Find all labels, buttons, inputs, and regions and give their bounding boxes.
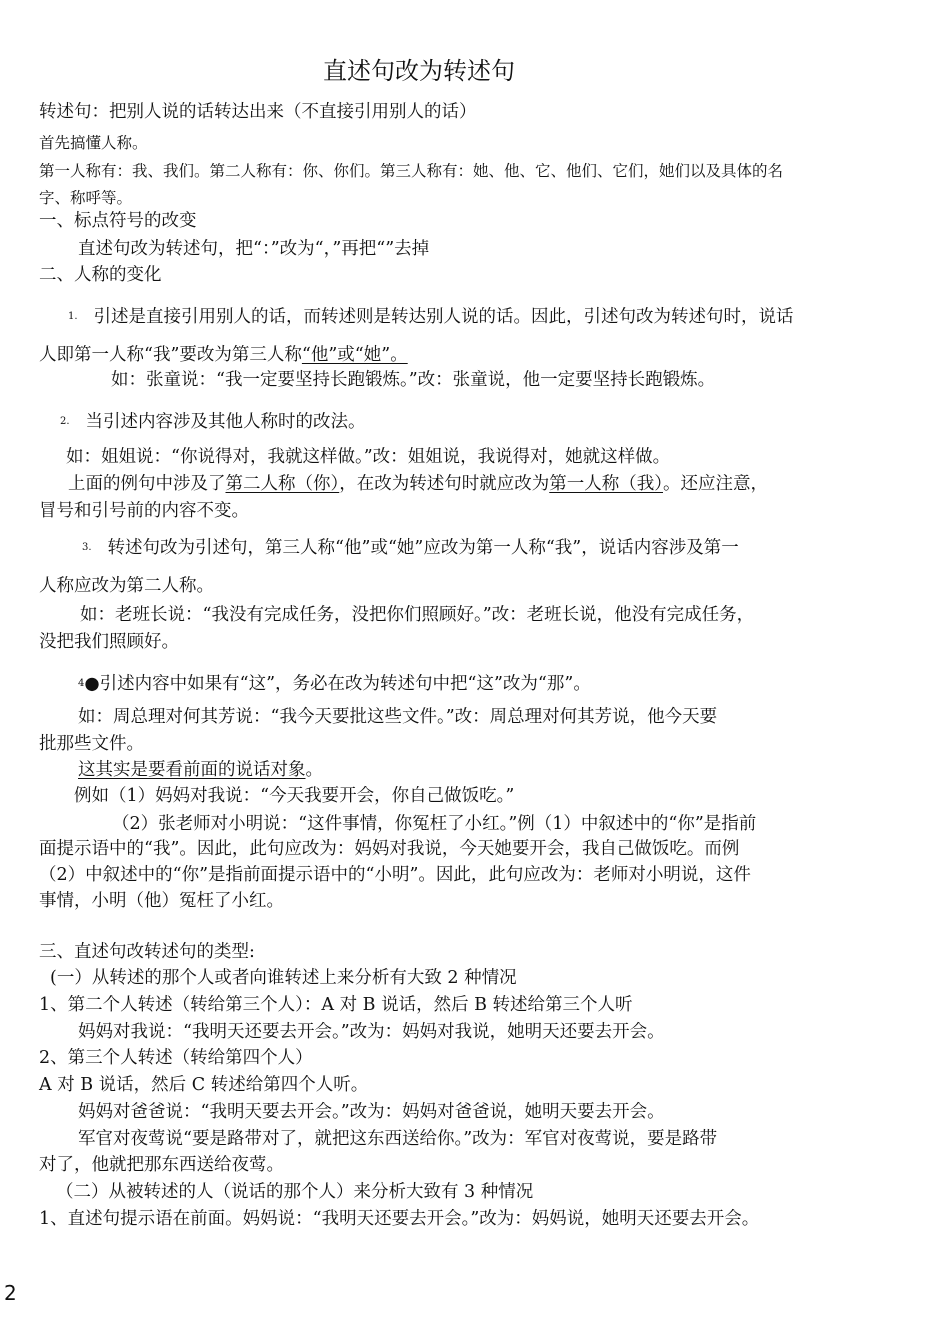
p4-tip-underlined: 这其实是要看前面的说话对象 [78, 760, 306, 780]
p4-tip-end: 。 [305, 760, 323, 780]
p4-line-1 [78, 673, 591, 695]
p2-note-underline-2: 第一人称（我） [549, 474, 663, 494]
p2-note-line-2: 冒号和引号前的内容不变。 [39, 501, 249, 521]
p3-example-1: 如：老班长说：“我没有完成任务，没把你们照顾好。”改：老班长说，他没有完成任务， [80, 605, 755, 625]
p1-line-2 [39, 344, 408, 366]
p2-line-1 [60, 411, 366, 433]
p2-note-underline-1: 第二人称（你） [225, 474, 340, 494]
p3-example-2: 没把我们照顾好。 [39, 632, 179, 652]
type1-heading: 1、第二个人转述（转给第三个人）：A 对 B 说话，然后 B 转述给第三个人听 [39, 995, 633, 1015]
type1-example: 妈妈对我说：“我明天还要去开会。”改为：妈妈对我说，她明天还要去开会。 [78, 1022, 665, 1042]
section3-heading: 三、直述句改转述句的类型: [39, 942, 255, 962]
p3-line-1 [82, 537, 739, 559]
p4-tip [78, 759, 323, 781]
page-title: 直述句改为转述句 [323, 57, 515, 85]
type2-desc: A 对 B 说话，然后 C 转述给第四个人听。 [39, 1075, 369, 1095]
type2-heading: 2、第三个人转述（转给第四个人） [39, 1048, 313, 1068]
type2-example-1: 妈妈对爸爸说：“我明天要去开会。”改为：妈妈对爸爸说，她明天要去开会。 [78, 1102, 665, 1122]
p3-line-2: 人称应改为第二人称。 [39, 576, 214, 596]
p4-example-1: 如：周总理对何其芳说：“我今天要批这些文件。”改：周总理对何其芳说，他今天要 [78, 707, 718, 727]
subtype1: 1、直述句提示语在前面。妈妈说：“我明天还要去开会。”改为：妈妈说，她明天还要去开会。 [39, 1209, 760, 1229]
p1-line2-text: 人即第一人称“我”要改为第三人称 [39, 345, 302, 365]
p1-example: 如：张童说：“我一定要坚持长跑锻炼。”改：张童说，他一定要坚持长跑锻炼。 [111, 370, 716, 390]
section1-heading: 一、标点符号的改变 [39, 211, 197, 231]
intro-first: 首先搞懂人称。 [39, 134, 148, 152]
section1-text: 直述句改为转述句，把“：”改为“，”再把“”去掉 [78, 239, 430, 259]
p3-text: 转述句改为引述句，第三人称“他”或“她”应改为第一人称“我”，说话内容涉及第一 [107, 538, 739, 558]
p1-text: 引述是直接引用别人的话，而转述则是转达别人说的话。因此，引述句改为转述句时，说话 [93, 307, 794, 327]
p2-number: 2. [60, 416, 70, 427]
persons-line-1: 第一人称有：我、我们。第二人称有：你、你们。第三人称有：她、他、它、他们、它们，她们以及具体的名 [39, 162, 784, 180]
section3-part1: (一）从转述的那个人或者向谁转述上来分析有大致 2 种情况 [50, 968, 517, 988]
definition-line: 转述句：把别人说的话转达出来（不直接引用别人的话） [39, 102, 477, 122]
p1-line-1 [68, 306, 794, 328]
p2-note [68, 473, 768, 495]
p2-note-b: ，在改为转述句时就应改为 [339, 474, 550, 494]
p2-text: 当引述内容涉及其他人称时的改法。 [85, 412, 366, 432]
section2-heading: 二、人称的变化 [39, 265, 162, 285]
p4-ex-d: （2）中叙述中的“你”是指前面提示语中的“小明”。因此，此句应改为：老师对小明说，这件 [39, 865, 751, 885]
p2-note-a: 上面的例句中涉及了 [68, 474, 226, 494]
p3-number: 3. [82, 542, 92, 553]
p1-line2-underlined: “他”或“她”。 [301, 345, 408, 365]
p4-number: 4 [78, 678, 85, 689]
p4-example-2: 批那些文件。 [39, 734, 144, 754]
page-number: 2 [4, 1281, 17, 1305]
p4-ex-e: 事情，小明（他）冤枉了小红。 [39, 891, 284, 911]
p2-note-c: 。还应注意， [663, 474, 768, 494]
type2-example-2b: 对了，他就把那东西送给夜莺。 [39, 1155, 284, 1175]
p4-ex-a: 例如（1）妈妈对我说：“今天我要开会，你自己做饭吃。” [74, 786, 515, 806]
p4-ex-b: （2）张老师对小明说：“这件事情，你冤枉了小红。”例（1）中叙述中的“你”是指前 [112, 814, 757, 834]
type2-example-2a: 军官对夜莺说“要是路带对了，就把这东西送给你。”改为：军官对夜莺说，要是路带 [78, 1129, 718, 1149]
p4-ex-c: 面提示语中的“我”。因此，此句应改为：妈妈对我说，今天她要开会，我自己做饭吃。而例 [39, 839, 740, 859]
p1-number: 1. [68, 311, 78, 322]
persons-line-2: 字、称呼等。 [39, 189, 133, 207]
p4-text: ●引述内容中如果有“这”，务必在改为转述句中把“这”改为“那”。 [84, 674, 591, 694]
section3-part2: （二）从被转述的人（说话的那个人）来分析大致有 3 种情况 [56, 1182, 534, 1202]
p2-example: 如：姐姐说：“你说得对，我就这样做。”改：姐姐说，我说得对，她就这样做。 [66, 447, 671, 467]
